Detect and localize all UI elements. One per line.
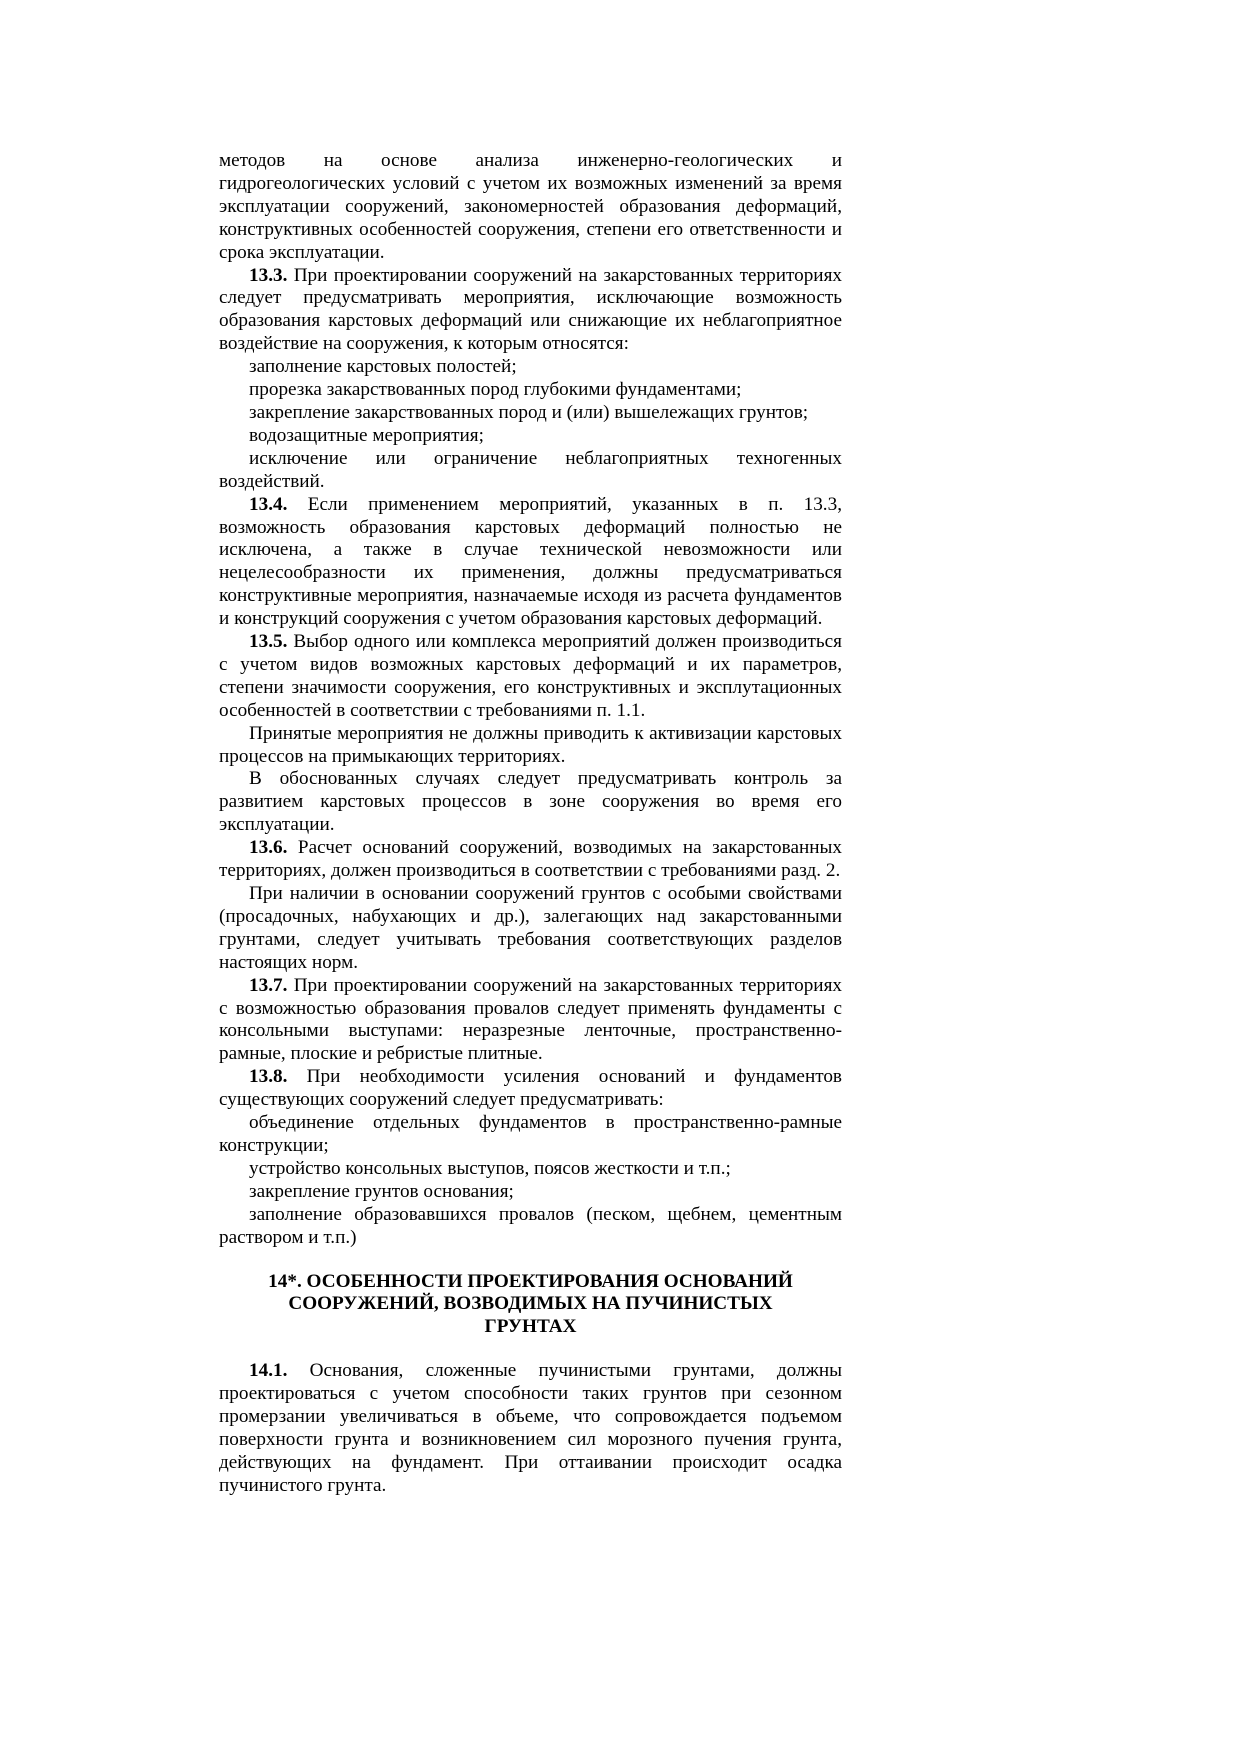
clause-number-13-7: 13.7. (249, 974, 288, 996)
paragraph-13-5 (219, 631, 842, 723)
paragraph-13-8 (219, 1066, 842, 1112)
clause-number-13-5: 13.5. (249, 631, 288, 653)
clause-number-13-6: 13.6. (249, 837, 288, 859)
clause-text-14-1: Основания, сложенные пучинистыми грунтами, должны проектироваться с учетом способности таких грунтов при сезонном промерзании увеличиваться в объеме, что сопровождается подъемом поверхности грунта и возникновением сил морозного пучения грунта, действующих на фундамент. При оттаивании происходит осадка пучинистого грунта. (219, 1360, 842, 1496)
paragraph-13-5-extra-2: В обоснованных случаях следует предусматривать контроль за развитием карстовых процессов в зоне сооружения во время его эксплуатации. (219, 768, 842, 836)
clause-text-13-8: При необходимости усиления оснований и фундаментов существующих сооружений следует предусматривать: (219, 1066, 842, 1111)
paragraph-14-1 (219, 1360, 842, 1497)
paragraph-13-7 (219, 975, 842, 1067)
clause-text-13-4: Если применением мероприятий, указанных в п. 13.3, возможность образования карстовых деформаций полностью не исключена, а также в случае технической невозможности или нецелесообразности их применения, должны предусматриваться конструктивные мероприятия, назначаемые исходя из расчета фундаментов и конструкций сооружения с учетом образования карстовых деформаций. (219, 493, 842, 630)
list-item-13-8-2: устройство консольных выступов, поясов жесткости и т.п.; (249, 1157, 731, 1179)
heading-line-3: ГРУНТАХ (484, 1316, 577, 1338)
list-item-13-3-2: прорезка закарствованных пород глубокими фундаментами; (249, 379, 742, 401)
list-item-13-3-4: водозащитные мероприятия; (249, 424, 484, 446)
paragraph-13-4 (219, 494, 842, 631)
paragraph-13-3 (219, 265, 842, 357)
paragraph-13-6-extra: При наличии в основании сооружений грунтов с особыми свойствами (просадочных, набухающих и др.), залегающих над закарстованными грунтами, следует учитывать требования соответствующих разделов настоящих норм. (219, 883, 842, 973)
heading-line-1: 14*. ОСОБЕННОСТИ ПРОЕКТИРОВАНИЯ ОСНОВАНИЙ (268, 1270, 793, 1292)
clause-text-13-6: Расчет оснований сооружений, возводимых на закарстованных территориях, должен производиться в соответствии с требованиями разд. 2. (219, 837, 842, 882)
section-14-heading (219, 1271, 842, 1340)
list-item-13-8-4: заполнение образовавшихся провалов (песком, щебнем, цементным раствором и т.п.) (219, 1203, 842, 1248)
clause-number-13-3: 13.3. (249, 264, 288, 286)
clause-number-14-1: 14.1. (249, 1360, 288, 1382)
heading-line-2: СООРУЖЕНИЙ, ВОЗВОДИМЫХ НА ПУЧИНИСТЫХ (288, 1293, 773, 1315)
clause-text-13-3: При проектировании сооружений на закарстованных территориях следует предусматривать мероприятия, исключающие возможность образования карстовых деформаций или снижающие их неблагоприятное воздействие на сооружения, к которым относятся: (219, 264, 842, 355)
paragraph-intro: методов на основе анализа инженерно-геологических и гидрогеологических условий с учетом их возможных изменений за время эксплуатации сооружений, закономерностей образования деформаций, конструктивных особенностей сооружения, степени его ответственности и срока эксплуатации. (219, 150, 842, 263)
paragraph-13-5-extra-1: Принятые мероприятия не должны приводить к активизации карстовых процессов на примыкающих территориях. (219, 722, 842, 767)
list-item-13-3-1: заполнение карстовых полостей; (249, 356, 517, 378)
clause-number-13-8: 13.8. (249, 1066, 288, 1088)
document-page (219, 150, 842, 1498)
clause-text-13-7: При проектировании сооружений на закарстованных территориях с возможностью образования провалов следует применять фундаменты с консольными выступами: неразрезные ленточные, пространственно-рамные, плоские и ребристые плитные. (219, 974, 842, 1065)
paragraph-13-6 (219, 837, 842, 883)
clause-text-13-5: Выбор одного или комплекса мероприятий должен производиться с учетом видов возможных карстовых деформаций и их параметров, степени значимости сооружения, его конструктивных и эксплутационных особенностей в соответствии с требованиями п. 1.1. (219, 631, 842, 721)
list-item-13-8-3: закрепление грунтов основания; (249, 1180, 514, 1202)
list-item-13-3-5: исключение или ограничение неблагоприятных техногенных воздействий. (219, 447, 842, 492)
clause-number-13-4: 13.4. (249, 493, 288, 515)
list-item-13-3-3: закрепление закарствованных пород и (или) вышележащих грунтов; (249, 401, 809, 423)
list-item-13-8-1: объединение отдельных фундаментов в пространственно-рамные конструкции; (219, 1112, 842, 1156)
